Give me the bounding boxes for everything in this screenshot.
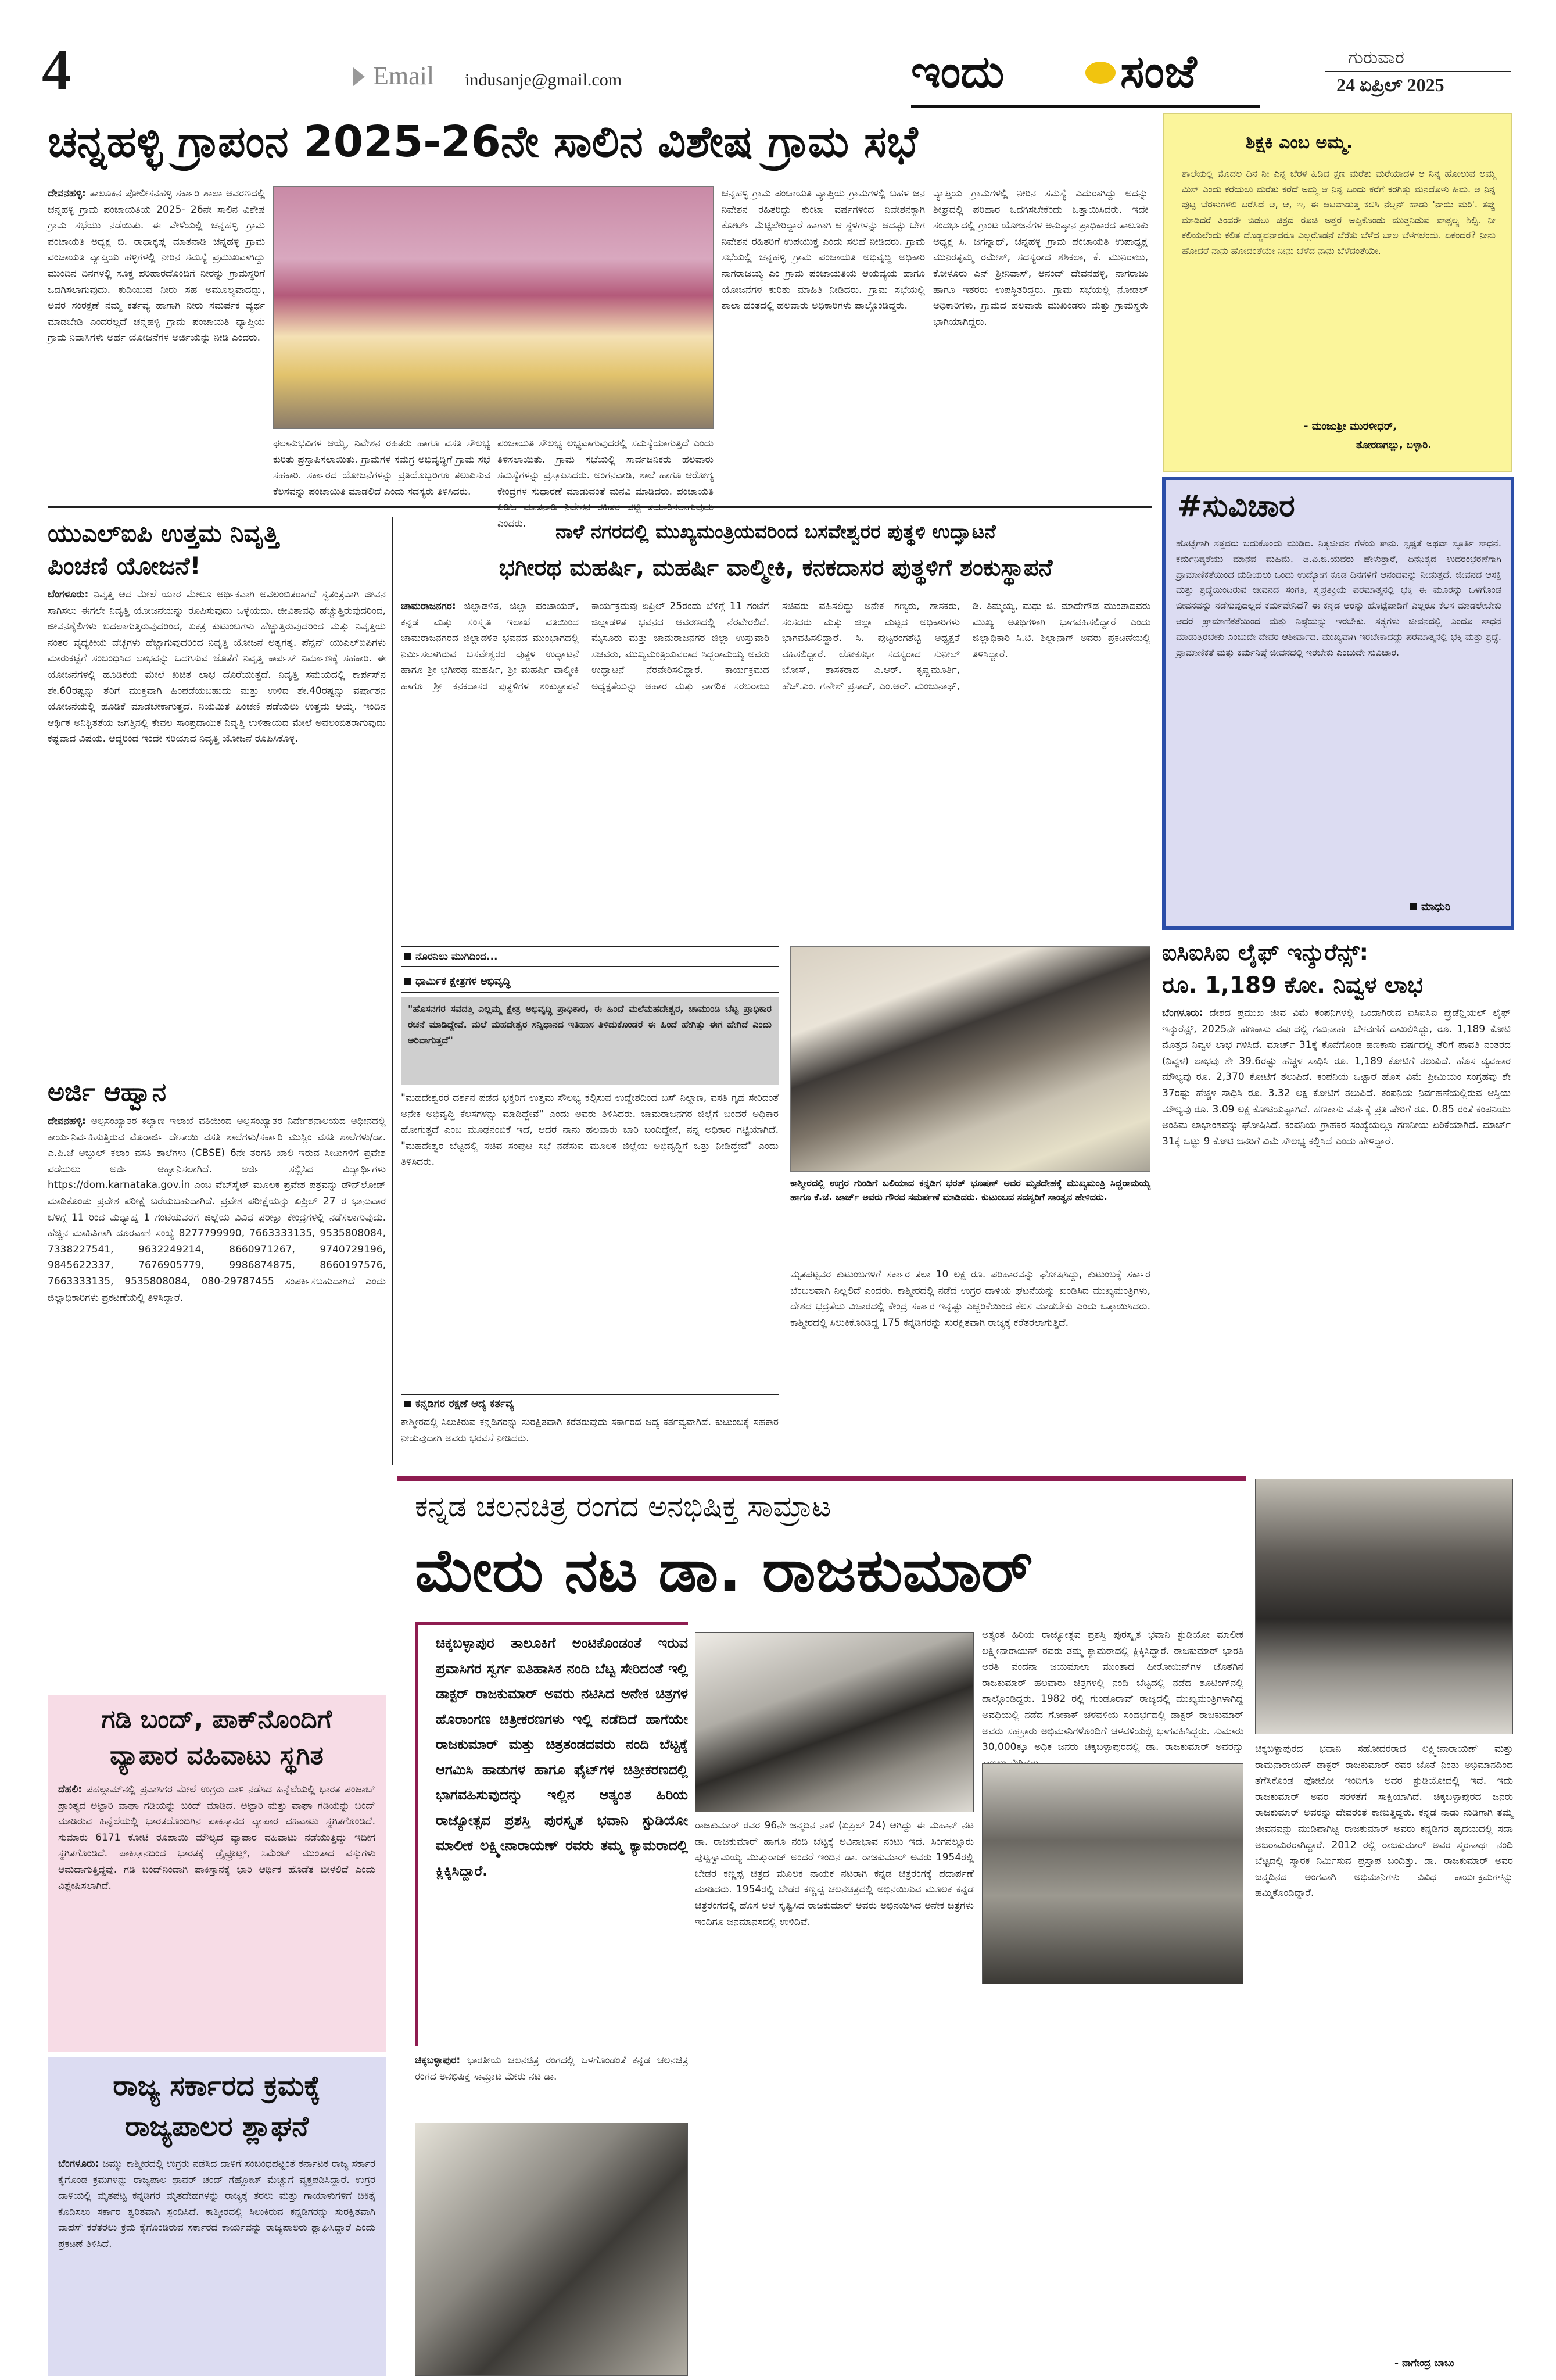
rajkumar-col-1 [415, 2053, 688, 2117]
grama-sabhe-col-3: ಪಂಚಾಯತಿ ಸೌಲಭ್ಯ ಲಭ್ಯವಾಗುವುದರಲ್ಲಿ ಸಮಸ್ಯೆಯಾಗುತ್ತಿದೆ ಎಂದು ತಿಳಿಸಲಾಯಿತು. ಗ್ರಾಮ ಸಭೆಯಲ್ಲಿ ಸಾರ್ವಜನಿಕರು ಹಲವಾರು ಸಮಸ್ಯೆಗಳನ್ನು ಪ್ರಸ್ತಾಪಿಸಿದರು. ಅಂಗನವಾಡಿ, ಶಾಲೆ ಹಾಗೂ ಆರೋಗ್ಯ ಕೇಂದ್ರಗಳ ಸುಧಾರಣೆ ಮಾಡುವಂತೆ ಮನವಿ ಮಾಡಿದರು. ಪಂಚಾಯತಿ ಎಂದರು. [497, 438, 714, 529]
rajkumar-summary-box [415, 1622, 688, 2046]
lic-title-2: ರೂ. 1,189 ಕೋ. ನಿವ್ವಳ ಲಾಭ [1162, 972, 1423, 998]
dateline: ದೆಹಲಿ: [58, 1784, 83, 1795]
kashmir-caption: ಕಾಶ್ಮೀರದಲ್ಲಿ ಉಗ್ರರ ಗುಂಡಿಗೆ ಬಲಿಯಾದ ಕನ್ನಡಿಗ ಭರತ್ ಭೂಷಣ್ ಅವರ ಮೃತದೇಹಕ್ಕೆ ಮುಖ್ಯಮಂತ್ರಿ ಸಿದ್ದರಾಮಯ್ಯ ಹಾಗೂ ಕೆ.ಜೆ. ಜಾರ್ಜ್ ಅವರು ಗೌರವ ಸಮರ್ಪಣೆ ಮಾಡಿದರು. ಕುಟುಂಬದ ಸದಸ್ಯರಿಗೆ ಸಾಂತ್ವನ ಹೇಳಿದರು. [790, 1178, 1150, 1202]
shikshaki-place: ತೋರಣಗಲ್ಲು, ಬಳ್ಳಾರಿ. [1356, 439, 1432, 451]
dateline: ಚಿಕ್ಕಬಳ್ಳಾಪುರ: [415, 2055, 461, 2066]
rajkumar-headline: ಮೇರು ನಟ ಡಾ. ರಾಜಕುಮಾರ್ [415, 1535, 1033, 1606]
dateline: ಬೆಂಗಳೂರು: [48, 589, 89, 600]
gadi-bandh-headline [48, 1702, 386, 1774]
basaveshwara-headline: ಭಗೀರಥ ಮಹರ್ಷಿ, ಮಹರ್ಷಿ ವಾಲ್ಮೀಕಿ, ಕನಕದಾಸರ ಪುತ್ಥಳಿಗೆ ಶಂಕುಸ್ಥಾಪನೆ [499, 554, 1053, 581]
pension-text [48, 587, 386, 1069]
arrow-icon [353, 67, 365, 86]
pension-title-2: ಪಿಂಚಣಿ ಯೋಜನೆ! [48, 552, 201, 580]
rajyapala-title-2: ರಾಜ್ಯಪಾಲರ ಶ್ಲಾಘನೆ [125, 2110, 309, 2143]
arji-headline: ಅರ್ಜಿ ಆಹ್ವಾನ [48, 1078, 167, 1107]
rajyapala-text [58, 2156, 375, 2371]
continued-strip-text: ನೊರನಿಲು ಮುಗಿದಿಂದ... [415, 951, 498, 962]
square-icon [1410, 903, 1417, 910]
rajkumar-col-4: ಚಿಕ್ಕಬಳ್ಳಾಪುರದ ಭವಾನಿ ಸಹೋದರರಾದ ಲಕ್ಷ್ಮೀನಾರಾಯಣ್ ಮತ್ತು ರಾಮನಾರಾಯಣ್ ಡಾಕ್ಟರ್ ರಾಜಕುಮಾರ್ ರವರ ಜೊತೆ ನಿಂತು ಅಭಿಮಾನದಿಂದ ತೆಗೆಸಿಕೊಂಡ ಫೋಟೋ ಇಂದಿಗೂ ಅವರ ಸ್ಟುಡಿಯೋದಲ್ಲಿ ಇದೆ. ಇದು ರಾಜಕುಮಾರ್ ಅವರ ಸರಳತೆಗೆ ಸಾಕ್ಷಿಯಾಗಿದೆ. ಚಿಕ್ಕಬಳ್ಳಾಪುರದ ಜನರು ರಾಜಕುಮಾರ್ ಅವರನ್ನು ದೇವರಂತೆ ಕಾಣುತ್ತಿದ್ದರು. ಕನ್ನಡ ನಾಡು ನುಡಿಗಾಗಿ ತಮ್ಮ ಜೀವನವನ್ನು ಮುಡಿಪಾಗಿಟ್ಟ ರಾಜಕುಮಾರ್ ಅವರು ಕನ್ನಡಿಗರ ಹೃದಯದಲ್ಲಿ ಸದಾ ಅಜರಾಮರರಾಗಿದ್ದಾರೆ. 2012 ರಲ್ಲಿ ರಾಜಕುಮಾರ್ ಅವರ ಸ್ಮರಣಾರ್ಥ ನಂದಿ ಬೆಟ್ಟದಲ್ಲಿ ಸ್ಮಾರಕ ನಿರ್ಮಿಸುವ ಪ್ರಸ್ತಾಪ ಬಂದಿತ್ತು. ಡಾ. ರಾಜಕುಮಾರ್ ಅವರ ಜನ್ಮದಿನದ ಅಂಗವಾಗಿ ಅಭಿಮಾನಿಗಳು ವಿವಿಧ ಕಾರ್ಯಕ್ರಮಗಳನ್ನು ಹಮ್ಮಿಕೊಂಡಿದ್ದಾರೆ. [1255, 1743, 1513, 1899]
date: 24 ಏಪ್ರಿಲ್ 2025 [1336, 74, 1444, 95]
weekday: ಗುರುವಾರ [1348, 48, 1404, 68]
email-label: Email [373, 62, 435, 90]
kashmir-photo [790, 946, 1150, 1172]
rajkumar-col-1-body: ಭಾರತೀಯ ಚಲನಚಿತ್ರ ರಂಗದಲ್ಲಿ ಒಳಗೊಂಡಂತೆ ಕನ್ನಡ ಚಲನಚಿತ್ರ ರಂಗದ ಅನಭಿಷಿಕ್ತ ಸಾಮ್ರಾಟ ಮೇರು ನಟ ಡಾ. [415, 2055, 689, 2082]
kannadigara-title: ಕನ್ನಡಿಗರ ರಕ್ಷಣೆ ಆದ್ಯ ಕರ್ತವ್ಯ [415, 1398, 514, 1410]
kashmir-text: ಮೃತಪಟ್ಟವರ ಕುಟುಂಬಗಳಿಗೆ ಸರ್ಕಾರ ತಲಾ 10 ಲಕ್ಷ ರೂ. ಪರಿಹಾರವನ್ನು ಘೋಷಿಸಿದ್ದು, ಕುಟುಂಬಕ್ಕೆ ಸರ್ಕಾರ ಬೆಂಬಲವಾಗಿ ನಿಲ್ಲಲಿದೆ ಎಂದರು. ಕಾಶ್ಮೀರದಲ್ಲಿ ನಡೆದ ಉಗ್ರರ ದಾಳಿಯ ಘಟನೆಯನ್ನು ಖಂಡಿಸಿದ ಮುಖ್ಯಮಂತ್ರಿಗಳು, ದೇಶದ ಭದ್ರತೆಯ ವಿಚಾರದಲ್ಲಿ ಕೇಂದ್ರ ಸರ್ಕಾರ ಇನ್ನಷ್ಟು ಎಚ್ಚರಿಕೆಯಿಂದ ಕೆಲಸ ಮಾಡಬೇಕು ಎಂದು ಒತ್ತಾಯಿಸಿದರು. ಕಾಶ್ಮೀರದಲ್ಲಿ ಸಿಲುಕಿಕೊಂಡಿದ್ದ 175 ಕನ್ನಡಿಗರನ್ನು ಸುರಕ್ಷಿತವಾಗಿ ರಾಜ್ಯಕ್ಕೆ ಕರೆತರಲಾಗುತ್ತಿದೆ. [790, 1269, 1150, 1329]
dateline: ದೇವನಹಳ್ಳಿ: [48, 188, 86, 199]
logo-emblem [1085, 62, 1116, 84]
gadi-bandh-title-2: ವ್ಯಾಪಾರ ವಹಿವಾಟು ಸ್ಥಗಿತ [110, 1741, 324, 1770]
suvichara-author [1410, 899, 1450, 916]
gadi-bandh-text [58, 1782, 375, 2043]
gadi-bandh-title-1: ಗಡಿ ಬಂದ್, ಪಾಕ್‌ನೊಂದಿಗೆ [101, 1705, 332, 1734]
dharmika-quote: "ಹೊಸನಗರ ಸವದತ್ತಿ ಎಲ್ಲಮ್ಮ ಕ್ಷೇತ್ರ ಅಭಿವೃದ್ಧಿ ಪ್ರಾಧಿಕಾರ, ಈ ಹಿಂದೆ ಮಲೆಮಹದೇಶ್ವರ, ಚಾಮುಂಡಿ ಬೆಟ್ಟ ಪ್ರಾಧಿಕಾರ ರಚನೆ ಮಾಡಿದ್ದೇವೆ. ಮಲೆ ಮಹದೇಶ್ವರ ಸನ್ನಿಧಾನದ ಇತಿಹಾಸ ತಿಳಿದುಕೊಂಡರೆ ಈ ಹಿಂದೆ ಹೇಗಿತ್ತು ಈಗ ಹೇಗಿದೆ ಎಂದು ಅರಿವಾಗುತ್ತದೆ" [401, 997, 779, 1085]
rajkumar-film-photo [415, 2123, 688, 2376]
rajkumar-col-2: ರಾಜಕುಮಾರ್ ರವರ 96ನೇ ಜನ್ಮದಿನ ನಾಳೆ (ಏಪ್ರಿಲ್ 24) ಆಗಿದ್ದು ಈ ಮಹಾನ್ ನಟ ಡಾ. ರಾಜಕುಮಾರ್ ಹಾಗೂ ನಂದಿ ಬೆಟ್ಟಕ್ಕೆ ಅವಿನಾಭಾವ ನಂಟು ಇದೆ. ಸಿಂಗನಲ್ಲೂರು ಪುಟ್ಟಸ್ವಾಮಯ್ಯ ಮುತ್ತುರಾಜ್ ಅಂದರೆ ಇಂದಿನ ಡಾ. ರಾಜಕುಮಾರ್ ಅವರು 1954ರಲ್ಲಿ ಬೇಡರ ಕಣ್ಣಪ್ಪ ಚಿತ್ರದ ಮೂಲಕ ನಾಯಕ ನಟರಾಗಿ ಕನ್ನಡ ಚಿತ್ರರಂಗಕ್ಕೆ ಪದಾರ್ಪಣೆ ಮಾಡಿದರು. 1954ರಲ್ಲಿ ಬೇಡರ ಕಣ್ಣಪ್ಪ ಚಲನಚಿತ್ರದಲ್ಲಿ ಅಭಿನಯಿಸುವ ಮೂಲಕ ಕನ್ನಡ ಚಿತ್ರರಂಗದಲ್ಲಿ ಹೊಸ ಅಲೆ ಸೃಷ್ಟಿಸಿದ ರಾಜಕುಮಾರ್ ಅವರು ಅಭಿನಯಿಸಿದ ಅನೇಕ ಚಿತ್ರಗಳು ಇಂದಿಗೂ ಜನಮಾನಸದಲ್ಲಿ ಉಳಿದಿವೆ. [695, 1820, 974, 1928]
lic-headline [1162, 937, 1511, 1002]
email-address[interactable]: indusanje@gmail.com [465, 70, 622, 90]
rajyapala-box [48, 2057, 386, 2376]
rajkumar-kicker: ಕನ್ನಡ ಚಲನಚಿತ್ರ ರಂಗದ ಅನಭಿಷಿಕ್ತ ಸಾಮ್ರಾಟ [415, 1490, 831, 1523]
suvichara-title: #ಸುವಿಚಾರ [1177, 489, 1295, 524]
shikshaki-poem-box [1163, 113, 1512, 472]
basaveshwara-kicker: ನಾಳೆ ನಗರದಲ್ಲಿ ಮುಖ್ಯಮಂತ್ರಿಯವರಿಂದ ಬಸವೇಶ್ವರರ ಪುತ್ಥಳಿ ಉದ್ಘಾಟನೆ [555, 520, 996, 543]
grama-sabhe-col-5: ವ್ಯಾಪ್ತಿಯ ಗ್ರಾಮಗಳಲ್ಲಿ ನೀರಿನ ಸಮಸ್ಯೆ ಎದುರಾಗಿದ್ದು ಅದನ್ನು ಶೀಘ್ರದಲ್ಲಿ ಪರಿಹಾರ ಒದಗಿಸಬೇಕೆಂದು ಒತ್ತಾಯಿಸಿದರು. ಇದೇ ಸಂದರ್ಭದಲ್ಲಿ ಗ್ರಾಂಟ ಯೋಜನೆಗಳ ಅನುಷ್ಠಾನ ಪ್ರಾಧಿಕಾರದ ತಾಲೂಕು ಅಧ್ಯಕ್ಷ ಸಿ. ಜಗನ್ನಾಥ್, ಚನ್ನಹಳ್ಳಿ ಗ್ರಾಮ ಪಂಚಾಯತಿ ಉಪಾಧ್ಯಕ್ಷೆ ಮುನಿರತ್ನಮ್ಮ ರಮೇಶ್, ಸದಸ್ಯರಾದ ಶಶಿಕಲಾ, ಕೆ. ಮುನಿರಾಜು, ಕೋಳೂರು ಎನ್ ಶ್ರೀನಿವಾಸ್, ಆನಂದ್ ದೇವನಹಳ್ಳಿ, ನಾಗರಾಜು ಹಾಗೂ ಇತರರು ಉಪಸ್ಥಿತರಿದ್ದರು. ಗ್ರಾಮ ಸಭೆಯಲ್ಲಿ ನೋಡಲ್ ಅಧಿಕಾರಿಗಳು, ಗ್ರಾಮದ ಹಲವಾರು ಮುಖಂಡರು ಮತ್ತು ಗ್ರಾಮಸ್ಥರು ಭಾಗಿಯಾಗಿದ್ದರು. [933, 188, 1148, 328]
grama-sabhe-col-1 [48, 186, 265, 498]
basaveshwara-text [401, 599, 1150, 942]
square-icon [404, 1401, 411, 1407]
dharmika-text: "ಮಹದೇಶ್ವರರ ದರ್ಶನ ಪಡೆದ ಭಕ್ತರಿಗೆ ಉತ್ತಮ ಸೌಲಭ್ಯ ಕಲ್ಪಿಸುವ ಉದ್ದೇಶದಿಂದ ಬಸ್ ನಿಲ್ದಾಣ, ವಸತಿ ಗೃಹ ಸೇರಿದಂತೆ ಅನೇಕ ಅಭಿವೃದ್ಧಿ ಕೆಲಸಗಳನ್ನು ಮಾಡಿದ್ದೇವೆ" ಎಂದು ಅವರು ತಿಳಿಸಿದರು. ಚಾಮರಾಜನಗರ ಜಿಲ್ಲೆಗೆ ಬಂದರೆ ಅಧಿಕಾರ ಹೋಗುತ್ತದೆ ಎಂಬ ಮೂಢನಂಬಿಕೆ ಇದೆ, ಆದರೆ ನಾನು ಹಲವಾರು ಬಾರಿ ಬಂದಿದ್ದೇನೆ, ನನ್ನ ಅಧಿಕಾರ ಗಟ್ಟಿಯಾಗಿದೆ. "ಮಹದೇಶ್ವರ ಬೆಟ್ಟದಲ್ಲಿ ಸಚಿವ ಸಂಪುಟ ಸಭೆ ನಡೆಸುವ ಮೂಲಕ ಜಿಲ್ಲೆಯ ಅಭಿವೃದ್ಧಿಗೆ ಒತ್ತು ನೀಡಿದ್ದೇವೆ" ಎಂದು ತಿಳಿಸಿದರು. [401, 1092, 779, 1168]
pension-headline [48, 517, 386, 582]
rajkumar-col-3a: ಅತ್ಯಂತ ಹಿರಿಯ ರಾಜ್ಯೋತ್ಸವ ಪ್ರಶಸ್ತಿ ಪುರಸ್ಕೃತ ಭವಾನಿ ಸ್ಟುಡಿಯೋ ಮಾಲೀಕ ಲಕ್ಷ್ಮೀನಾರಾಯಣ್ ರವರು ತಮ್ಮ ಕ್ಯಾಮರಾದಲ್ಲಿ ಕ್ಲಿಕ್ಕಿಸಿದ್ದಾರೆ. ರಾಜಕುಮಾರ್ ಭಾರತಿ ಅರತಿ ವಂದನಾ ಜಯಮಾಲಾ ಮುಂತಾದ ಹೀರೋಯಿನ್‌ಗಳ ಜೊತೆಗಿನ ರಾಜಕುಮಾರ್ ಹಲವಾರು ಚಿತ್ರಗಳಲ್ಲಿ ನಂದಿ ಬೆಟ್ಟದಲ್ಲಿ ನಡೆದ ಶೂಟಿಂಗ್‌ನಲ್ಲಿ ಪಾಲ್ಗೊಂಡಿದ್ದರು. 1982 ರಲ್ಲಿ ಗುಂಡೂರಾವ್ ರಾಜ್ಯದಲ್ಲಿ ಮುಖ್ಯಮಂತ್ರಿಗಳಾಗಿದ್ದ ಅವಧಿಯಲ್ಲಿ ನಡೆದ ಗೋಕಾಕ್ ಚಳವಳಿಯ ಸಂದರ್ಭದಲ್ಲಿ ಡಾಕ್ಟರ್ ರಾಜಕುಮಾರ್ ಅವರು ಸಹಸ್ರಾರು ಅಭಿಮಾನಿಗಳೊಂದಿಗೆ ಚಳವಳಿಯಲ್ಲಿ ಭಾಗವಹಿಸಿದ್ದರು. ಸುಮಾರು 30,000ಕ್ಕೂ ಅಧಿಕ ಜನರು ಚಿಕ್ಕಬಳ್ಳಾಪುರದಲ್ಲಿ ಡಾ. ರಾಜಕುಮಾರ್ ಅವರನ್ನು [982, 1629, 1243, 1753]
suvichara-author-name: ಮಾಧುರಿ [1421, 901, 1451, 913]
shikshaki-poem: ಶಾಲೆಯಲ್ಲಿ ಮೊದಲ ದಿನ ನೀ ಎನ್ನ ಬೆರಳ ಹಿಡಿದ ಕ್ಷಣ ಮರೆತು ಮರೆಯಾದಳ ಆ ನಿನ್ನ ಹೋಲುವ ಅಮ್ಮ ಮಿಸ್ ಎಂದು ಕರೆಯಲು ಮರೆತು ಕರೆದೆ ಅಮ್ಮ ಆ ನಿನ್ನ ಒಂದು ಕರೆಗೆ ಕರಗಿತ್ತು ಮನದೊಳು ಹಿಮ. ಆ ನಿನ್ನ ಪುಟ್ಟ ಬೆರಳುಗಳಲಿ ಬರೆಸಿದೆ ಅ, ಆ, ಇ, ಈ ಆಟವಾಡುತ್ತ ಕಲಿಸಿ ನೆಲ್ಸನ್ ಹಾಡು 'ನಾಯಿ ಮರಿ'. ತಪ್ಪು ಮಾಡಿದರೆ ತಿಂದರೇ ಬಿಡಲು ಚಿತ್ರದ ರೂಚಿ ಅತ್ತರೆ ಅಪ್ಪಿಕೊಂಡು ಮುತ್ತನಿಡುವ ವಾತ್ಸಲ್ಯ ಶಿಲ್ಪಿ. ನೀ ಕಲಿಯಲೆಂದು ಕಲಿತ ದೊಡ್ಡವನಾದರೂ ಎಲ್ಲರೊಡನೆ ಬೆರೆತು ಬೆಳೆದ ಬಾಲ ಬೆಳಗಲೆಂದು. ಏಕೆಂದರೆ? ನೀನು ಹೋದರೆ ನಾನು ಹೋದಂತೆಯೇ ನೀನು ಬೆಳೆದ ನಾನು ಬೆಳೆದಂತೆಯೇ. [1182, 168, 1496, 256]
masthead [0, 0, 1556, 105]
dharmika-subhead [401, 972, 779, 993]
arji-text [48, 1114, 386, 1683]
rajkumar-shoot-photo [695, 1632, 974, 1812]
square-icon [404, 978, 411, 985]
section-rule [48, 506, 1152, 508]
dateline: ಬೆಂಗಳೂರು: [58, 2158, 99, 2170]
dateline: ಬೆಂಗಳೂರು: [1162, 1007, 1203, 1019]
basaveshwara-body: ಜಿಲ್ಲಾಡಳಿತ, ಜಿಲ್ಲಾ ಪಂಚಾಯತ್, ಕನ್ನಡ ಮತ್ತು ಸಂಸ್ಕೃತಿ ಇಲಾಖೆ ವತಿಯಿಂದ ಚಾಮರಾಜನಗರದ ಜಿಲ್ಲಾಡಳಿತ ಭವನದ ಮುಂಭಾಗದಲ್ಲಿ ನಿರ್ಮಿಸಲಾಗಿರುವ ಬಸವೇಶ್ವರರ ಪುತ್ಥಳಿ ಉದ್ಘಾಟನೆ ಹಾಗೂ ಶ್ರೀ ಭಗೀರಥ ಮಹರ್ಷಿ, ಶ್ರೀ ಮಹರ್ಷಿ ವಾಲ್ಮೀಕಿ ಹಾಗೂ ಶ್ರೀ ಕನಕದಾಸರ ಪುತ್ಥಳಿಗಳ ಶಂಕುಸ್ಥಾಪನೆ ಕಾರ್ಯಕ್ರಮವು ಏಪ್ರಿಲ್ 25ರಂದು ಬೆಳಿಗ್ಗೆ 11 ಗಂಟೆಗೆ ಜಿಲ್ಲಾಡಳಿತ ಭವನದ ಆವರಣದಲ್ಲಿ ನೆರವೇರಲಿದೆ. ಮೈಸೂರು ಮತ್ತು ಚಾಮರಾಜನಗರ ಜಿಲ್ಲಾ ಉಸ್ತುವಾರಿ ಸಚಿವರು, ಮುಖ್ಯಮಂತ್ರಿಯವರಾದ ಸಿದ್ದರಾಮಯ್ಯ ಅವರು ಉದ್ಘಾಟನೆ ನೆರವೇರಿಸಲಿದ್ದಾರೆ. ಕಾರ್ಯಕ್ರಮದ ಅಧ್ಯಕ್ಷತೆಯನ್ನು ಆಹಾರ ಮತ್ತು ನಾಗರಿಕ ಸರಬರಾಜು ಸಚಿವರು ವಹಿಸಲಿದ್ದು ಅನೇಕ ಗಣ್ಯರು, ಶಾಸಕರು, ಸಂಸದರು ಮತ್ತು ಜಿಲ್ಲಾ ಮಟ್ಟದ ಅಧಿಕಾರಿಗಳು ಭಾಗವಹಿಸಲಿದ್ದಾರೆ. ಸಿ. ಪುಟ್ಟರಂಗಶೆಟ್ಟಿ ಅಧ್ಯಕ್ಷತೆ ವಹಿಸಲಿದ್ದಾರೆ. ಲೋಕಸಭಾ ಸದಸ್ಯರಾದ ಸುನೀಲ್ ಬೋಸ್, ಶಾಸಕರಾದ ಎ.ಆರ್. ಕೃಷ್ಣಮೂರ್ತಿ, ಹೆಚ್.ಎಂ. ಗಣೇಶ್ ಪ್ರಸಾದ್, ಎಂ.ಆರ್. ಮಂಜುನಾಥ್, ಡಿ. ತಿಮ್ಮಯ್ಯ, ಮಧು ಜಿ. ಮಾದೇಗೌಡ ಮುಂತಾದವರು ಮುಖ್ಯ ಅತಿಥಿಗಳಾಗಿ ಭಾಗವಹಿಸಲಿದ್ದಾರೆ ಎಂದು ಜಿಲ್ಲಾಧಿಕಾರಿ ಸಿ.ಟಿ. ಶಿಲ್ಪಾನಾಗ್ ಅವರು ಪ್ರಕಟಣೆಯಲ್ಲಿ ತಿಳಿಸಿದ್ದಾರೆ. [401, 600, 1150, 692]
grama-sabhe-col-4: ಚನ್ನಹಳ್ಳಿ ಗ್ರಾಮ ಪಂಚಾಯತಿ ವ್ಯಾಪ್ತಿಯ ಗ್ರಾಮಗಳಲ್ಲಿ ಬಹಳ ಜನ ನಿವೇಶನ ರಹಿತರಿದ್ದು ಕುಂಟಾ ವರ್ಷಗಳಿಂದ ನಿವೇಶನಕ್ಕಾಗಿ ಕೋರ್ಟ್ ಮೆಟ್ಟಿಲೇರಿದ್ದಾರೆ ಹಾಗಾಗಿ ಆ ಸ್ಥಳಗಳನ್ನು ಆದಷ್ಟು ಬೇಗ ನಿವೇಶನ ರಹಿತರಿಗೆ ಉಪಯುಕ್ತ ಎಂದು ಸಲಹೆ ನೀಡಿದರು. ಗ್ರಾಮ ಸಭೆಯಲ್ಲಿ ಚನ್ನಹಳ್ಳಿ ಗ್ರಾಮ ಪಂಚಾಯತಿ ಅಭಿವೃದ್ಧಿ ಅಧಿಕಾರಿ ನಾಗರಾಜಯ್ಯ ಎಂ ಗ್ರಾಮ ಪಂಚಾಯತಿಯ ಆಯವ್ಯಯ ಹಾಗೂ ಯೋಜನೆಗಳ ಕುರಿತು ಮಾಹಿತಿ ನೀಡಿದರು. ಗ್ರಾಮ ಸಭೆಯಲ್ಲಿ ಶಾಲಾ ಹಂತದಲ್ಲಿ ಹಲವಾರು ಅಧಿಕಾರಿಗಳು ಪಾಲ್ಗೊಂಡಿದ್ದರು. [722, 188, 925, 312]
dateline: ಚಾಮರಾಜನಗರ: [401, 600, 456, 612]
rajyapala-title-1: ರಾಜ್ಯ ಸರ್ಕಾರದ ಕ್ರಮಕ್ಕೆ [113, 2070, 321, 2102]
dateline: ದೇವನಹಳ್ಳಿ: [48, 1115, 86, 1127]
shikshaki-title: ಶಿಕ್ಷಕಿ ಎಂಬ ಅಮ್ಮ. [1246, 133, 1353, 153]
rajyapala-headline [48, 2066, 386, 2147]
arji-body: ಅಲ್ಪಸಂಖ್ಯಾತರ ಕಲ್ಯಾಣ ಇಲಾಖೆ ವತಿಯಿಂದ ಅಲ್ಪಸಂಖ್ಯಾತರ ನಿರ್ದೇಶನಾಲಯದ ಅಧೀನದಲ್ಲಿ ಕಾರ್ಯನಿರ್ವಹಿಸುತ್ತಿರುವ ಮೊರಾರ್ಜಿ ದೇಸಾಯಿ ವಸತಿ ಶಾಲೆಗಳು/ಸರ್ಕಾರಿ ಮುಸ್ಲಿಂ ವಸತಿ ಶಾಲೆಗಳು/ಡಾ. ಎ.ಪಿ.ಜೆ ಅಬ್ದುಲ್ ಕಲಾಂ ವಸತಿ ಶಾಲೆಗಳು (CBSE) 6ನೇ ತರಗತಿ ಖಾಲಿ ಇರುವ ಸೀಟುಗಳಿಗೆ ಪ್ರವೇಶ ಪಡೆಯಲು ಅರ್ಜಿ ಆಹ್ವಾನಿಸಲಾಗಿದೆ. ಅರ್ಜಿ ಸಲ್ಲಿಸಿದ ವಿದ್ಯಾರ್ಥಿಗಳು https://dom.karnataka.gov.in ಎಂಬ ವೆಬ್‌ಸೈಟ್ ಮೂಲಕ ಪ್ರವೇಶ ಪತ್ರವನ್ನು ಡೌನ್‌ಲೋಡ್ ಮಾಡಿಕೊಂಡು ಪ್ರವೇಶ ಪರೀಕ್ಷೆ ಬರೆಯಬಹುದಾಗಿದೆ. ಪ್ರವೇಶ ಪರೀಕ್ಷೆಯನ್ನು ಏಪ್ರಿಲ್ 27 ರ ಭಾನುವಾರ ಬೆಳಿಗ್ಗೆ 11 ರಿಂದ ಮಧ್ಯಾಹ್ನ 1 ಗಂಟೆಯವರೆಗೆ ಜಿಲ್ಲೆಯ ವಿವಿಧ ಪರೀಕ್ಷಾ ಕೇಂದ್ರಗಳಲ್ಲಿ ನಡೆಸಲಾಗುವುದು. ಹೆಚ್ಚಿನ ಮಾಹಿತಿಗಾಗಿ ದೂರವಾಣಿ ಸಂಖ್ಯೆ 8277799990, 7663333135, 9535808084, 7338227541, 9632249214, 8660971267, 9740729196, 9845622337, 7676905779, 9986874875, 8660197576, 7663333135, 9535808084, 080-29787455 ಸಂಪರ್ಕಿಸಬಹುದಾಗಿದೆ ಎಂದು ಜಿಲ್ಲಾಧಿಕಾರಿಗಳು ಪ್ರಕಟಣೆಯಲ್ಲಿ ತಿಳಿಸಿದ್ದಾರೆ. [48, 1115, 386, 1304]
rajyapala-body: ಜಮ್ಮು ಕಾಶ್ಮೀರದಲ್ಲಿ ಉಗ್ರರು ನಡೆಸಿದ ದಾಳಿಗೆ ಸಂಬಂಧಪಟ್ಟಂತೆ ಕರ್ನಾಟಕ ರಾಜ್ಯ ಸರ್ಕಾರ ಕೈಗೊಂಡ ಕ್ರಮಗಳನ್ನು ರಾಜ್ಯಪಾಲ ಥಾವರ್ ಚಂದ್ ಗೆಹ್ಲೋಟ್ ಮೆಚ್ಚುಗೆ ವ್ಯಕ್ತಪಡಿಸಿದ್ದಾರೆ. ಉಗ್ರರ ದಾಳಿಯಲ್ಲಿ ಮೃತಪಟ್ಟ ಕನ್ನಡಿಗರ ಮೃತದೇಹಗಳನ್ನು ರಾಜ್ಯಕ್ಕೆ ತರಲು ಮತ್ತು ಗಾಯಾಳುಗಳಿಗೆ ಚಿಕಿತ್ಸೆ ಕೊಡಿಸಲು ಸರ್ಕಾರ ತ್ವರಿತವಾಗಿ ಸ್ಪಂದಿಸಿದೆ. ಕಾಶ್ಮೀರದಲ್ಲಿ ಸಿಲುಕಿರುವ ಕನ್ನಡಿಗರನ್ನು ಸುರಕ್ಷಿತವಾಗಿ ವಾಪಸ್ ಕರೆತರಲು ಕ್ರಮ ಕೈಗೊಂಡಿರುವ ಸರ್ಕಾರದ ಕಾರ್ಯವನ್ನು ರಾಜ್ಯಪಾಲರು ಶ್ಲಾಘಿಸಿದ್ದಾರೆ ಎಂದು ಪ್ರಕಟಣೆ ತಿಳಿಸಿದೆ. [58, 2158, 375, 2250]
lic-text [1162, 1005, 1511, 1470]
rajkumar-kicker-line [397, 1476, 1246, 1481]
dharmika-title: ಧಾರ್ಮಿಕ ಕ್ಷೇತ್ರಗಳ ಅಭಿವೃದ್ಧಿ [415, 975, 511, 987]
rajkumar-crowd-photo [982, 1763, 1243, 1984]
grama-sabhe-headline: ಚನ್ನಹಳ್ಳಿ ಗ್ರಾಪಂನ 2025-26ನೇ ಸಾಲಿನ ವಿಶೇಷ ಗ್ರಾಮ ಸಭೆ [48, 117, 918, 167]
rajkumar-summary: ಚಿಕ್ಕಬಳ್ಳಾಪುರ ತಾಲೂಕಿಗೆ ಅಂಟಿಕೊಂಡಂತೆ ಇರುವ ಪ್ರವಾಸಿಗರ ಸ್ವರ್ಗ ಐತಿಹಾಸಿಕ ನಂದಿ ಬೆಟ್ಟ ಸೇರಿದಂತೆ ಇಲ್ಲಿ ಡಾಕ್ಟರ್ ರಾಜಕುಮಾರ್ ಅವರು ನಟಿಸಿದ ಅನೇಕ ಚಿತ್ರಗಳ ಹೊರಾಂಗಣ ಚಿತ್ರೀಕರಣಗಳು ಇಲ್ಲಿ ನಡೆದಿದೆ ಹಾಗೆಯೇ ರಾಜಕುಮಾರ್ ಮತ್ತು ಚಿತ್ರತಂಡದವರು ನಂದಿ ಬೆಟ್ಟಕ್ಕೆ ಆಗಮಿಸಿ ಹಾಡುಗಳ ಹಾಗೂ ಫೈಟ್‌ಗಳ ಚಿತ್ರೀಕರಣದಲ್ಲಿ ಭಾಗವಹಿಸುವುದನ್ನು ಇಲ್ಲಿನ ಅತ್ಯಂತ ಹಿರಿಯ ರಾಜ್ಯೋತ್ಸವ ಪ್ರಶಸ್ತಿ ಪುರಸ್ಕೃತ ಭವಾನಿ ಸ್ಟುಡಿಯೋ ಮಾಲೀಕ ಲಕ್ಷ್ಮೀನಾರಾಯಣ್ ರವರು ತಮ್ಮ ಕ್ಯಾಮರಾದಲ್ಲಿ ಕ್ಲಿಕ್ಕಿಸಿದ್ದಾರೆ. [436, 1635, 688, 1879]
grama-sabhe-text-1: ತಾಲೂಕಿನ ಪೋಲೀಸನಹಳ್ಳಿ ಸರ್ಕಾರಿ ಶಾಲಾ ಆವರಣದಲ್ಲಿ ಚನ್ನಹಳ್ಳಿ ಗ್ರಾಮ ಪಂಚಾಯತಿಯ 2025- 26ನೇ ಸಾಲಿನ ವಿಶೇಷ ಗ್ರಾಮ ಸಭೆಯು ನಡೆಯಿತು. ಈ ವೇಳೆಯಲ್ಲಿ ಚನ್ನಹಳ್ಳಿ ಗ್ರಾಮ ಪಂಚಾಯತಿ ಅಧ್ಯಕ್ಷ ಬಿ. ರಾಧಾಕೃಷ್ಣ ಮಾತನಾಡಿ ಚನ್ನಹಳ್ಳಿ ಗ್ರಾಮ ಪಂಚಾಯತಿ ವ್ಯಾಪ್ತಿಯ ಹಳ್ಳಿಗಳಲ್ಲಿ ನೀರಿನ ಸಮಸ್ಯೆ ಪ್ರಮುಖವಾಗಿದ್ದು ಮುಂದಿನ ದಿನಗಳಲ್ಲಿ ಸೂಕ್ತ ಪರಿಹಾರದೊಂದಿಗೆ ನೀರನ್ನು ಗ್ರಾಮಸ್ಥರಿಗೆ ಒದಗಿಸಲಾಗುವುದು. ಕುಡಿಯುವ ನೀರು ಸಹ ಅಮೂಲ್ಯವಾದದ್ದು, ಅವರ ಸಂರಕ್ಷಣೆ ನಮ್ಮ ಕರ್ತವ್ಯ ಹಾಗಾಗಿ ನೀರು ಸಮರ್ಪಕ ವ್ಯರ್ಥ ಮಾಡಬೇಡಿ ಎಂದರಲ್ಲದೆ ಚನ್ನಹಳ್ಳಿ ಗ್ರಾಮ ಪಂಚಾಯತಿ ವ್ಯಾಪ್ತಿಯ ಗ್ರಾಮ ನಿವಾಸಿಗಳು ಅರ್ಹ ಯೋಜನೆಗಳ ಅರ್ಜಿಯನ್ನು ನೀಡಿ ಎಂದರು. [48, 188, 265, 344]
suvichara-text: ಹೊಟ್ಟೆಗಾಗಿ ಸತ್ತವರು ಬದುಕೊಂದು ಮುಡಿದ. ನಿತ್ಯಜೀವನ ಗೆಳೆಯ ತಾನು. ಸ್ಪಷ್ಟತೆ ಅಥವಾ ಸ್ಫೂರ್ತಿ ಸಾಧನೆ. ಕರ್ಮನಿಷ್ಠತೆಯು ಮಾನವ ಮಹಿಮೆ. ಡಿ.ವಿ.ಜಿ.ಯವರು ಹೇಳುತ್ತಾರೆ, ದಿನನಿತ್ಯದ ಉದರಂಭರಣೆಗಾಗಿ ಪ್ರಾಮಾಣಿಕತೆಯಿಂದ ದುಡಿಯಲು ಒಂದು ಉದ್ಯೋಗ ಕೂಡ ದಿನಗಳಿಗೆ ಆನಂದವನ್ನು ನೀಡುತ್ತದೆ. ಜೀವನದ ಆಸಕ್ತಿ ಮತ್ತು ಶ್ರದ್ಧೆಯಿಂದಿರುವ ಜೀವನದ ಸಂಗತಿ, ಸ್ವಪ್ರತಿಕ್ರಿಯೆ ಪರಮಾತ್ಮನಲ್ಲಿ ಭಕ್ತಿ ಈ ಮೂರನ್ನು ಒಳಗೊಂಡ ಜೀವನವನ್ನು ನಡೆಸುವುದಲ್ಲದೆ ಕರ್ಮವೇನಿದೆ? ಈ ಕನ್ನಡ ಆರನ್ನು ಹೊಟ್ಟೆಪಾಡಿಗೆ ಎಲ್ಲರೂ ಕೆಲಸ ಮಾಡಲೇಬೇಕು ಆದರೆ ಪ್ರಾಮಾಣಿಕತೆಯಿಂದ ಮತ್ತು ನಿಷ್ಠೆಯನ್ನು ಇರಬೇಕು. ಸತ್ಯಗಳು ಜೀವನದಲ್ಲಿ ಎಂದೂ ಸಾಧನೆ ಮಾಡುತ್ತಿರಬೇಕು ಎಂಬುದೇ ದೇವರ ಆಶೀರ್ವಾದ. ಮುಖ್ಯವಾಗಿ ಇರಬೇಕಾದದ್ದು ಪರಮಾತ್ಮನಲ್ಲಿ ಭಕ್ತಿ ಮತ್ತು ಶ್ರದ್ಧೆ. ಪ್ರಾಮಾಣಿಕತೆ ಮತ್ತು ಕರ್ಮನಿಷ್ಠೆ ಜೀವನದಲ್ಲಿ ಇರಬೇಕು ಎಂಬುದೇ ಸುವಿಚಾರ. [1176, 538, 1501, 658]
logo-left: ಇಂದು [911, 46, 1005, 98]
gadi-bandh-box [48, 1695, 386, 2052]
kannadigara-text: ಕಾಶ್ಮೀರದಲ್ಲಿ ಸಿಲುಕಿರುವ ಕನ್ನಡಿಗರನ್ನು ಸುರಕ್ಷಿತವಾಗಿ ಕರೆತರುವುದು ಸರ್ಕಾರದ ಆದ್ಯ ಕರ್ತವ್ಯವಾಗಿದೆ. ಕುಟುಂಬಕ್ಕೆ ಸಹಕಾರ ನೀಡುವುದಾಗಿ ಅವರು ಭರವಸೆ ನೀಡಿದರು. [401, 1416, 779, 1444]
shikshaki-author: - ಮಂಜುಶ್ರೀ ಮುರಳೀಧರ್, [1304, 420, 1397, 432]
rajkumar-group-photo [1255, 1479, 1513, 1734]
logo-right: ಸಂಜೆ [1120, 46, 1197, 98]
square-icon [404, 953, 411, 960]
kannadigara-subhead [401, 1394, 779, 1413]
suvichara-box [1162, 477, 1514, 930]
rajkumar-author: - ನಾಗೇಂದ್ರ ಬಾಬು [1394, 2357, 1454, 2369]
lic-title-1: ಐಸಿಐಸಿಐ ಲೈಫ್ ಇನ್ಶುರೆನ್ಸ್: [1162, 940, 1369, 966]
lic-body: ದೇಶದ ಪ್ರಮುಖ ಜೀವ ವಿಮೆ ಕಂಪನಿಗಳಲ್ಲಿ ಒಂದಾಗಿರುವ ಐಸಿಐಸಿಐ ಪ್ರುಡೆನ್ಷಿಯಲ್ ಲೈಫ್ ಇನ್ಶುರೆನ್ಸ್, 2025ನೇ ಹಣಕಾಸು ವರ್ಷದಲ್ಲಿ ಗಮನಾರ್ಹ ಬೆಳವಣಿಗೆ ದಾಖಲಿಸಿದ್ದು, ರೂ. 1,189 ಕೋಟಿ ಮೊತ್ತದ ನಿವ್ವಳ ಲಾಭ ಗಳಿಸಿದೆ. ಮಾರ್ಚ್ 31ಕ್ಕೆ ಕೊನೆಗೊಂಡ ಹಣಕಾಸು ವರ್ಷದಲ್ಲಿ ತೆರಿಗೆ ಪಾವತಿ ನಂತರದ (ನಿವ್ವಳ) ಲಾಭವು ಶೇ 39.6ರಷ್ಟು ಹೆಚ್ಚಳ ಸಾಧಿಸಿ ರೂ. 1,189 ಕೋಟಿಗೆ ತಲುಪಿದೆ. ಹೊಸ ವ್ಯವಹಾರ ಮೌಲ್ಯವು ರೂ. 2,370 ಕೋಟಿಗೆ ತಲುಪಿದೆ. ಕಂಪನಿಯ ಒಟ್ಟಾರೆ ಹೊಸ ವಿಮೆ ಪ್ರೀಮಿಯಂ ಸಂಗ್ರಹವು ಶೇ 37ರಷ್ಟು ಹೆಚ್ಚಳ ಸಾಧಿಸಿ ರೂ. 3.32 ಲಕ್ಷ ಕೋಟಿಗೆ ತಲುಪಿದೆ. ಕಂಪನಿಯ ನಿರ್ವಹಣೆಯಲ್ಲಿರುವ ಆಸ್ತಿಯ ಮೌಲ್ಯವು ರೂ. 3.09 ಲಕ್ಷ ಕೋಟಿಯಷ್ಟಾಗಿದೆ. ಹಣಕಾಸು ವರ್ಷಕ್ಕೆ ಪ್ರತಿ ಷೇರಿಗೆ ರೂ. 0.85 ರಂತೆ ಕಂಪನಿಯು ಅಂತಿಮ ಲಾಭಾಂಶವನ್ನು ಘೋಷಿಸಿದೆ. ಕಂಪನಿಯ ಗ್ರಾಹಕರ ಸಂಖ್ಯೆಯಲ್ಲೂ ಗಣನೀಯ ಏರಿಕೆಯಾಗಿದೆ. ಮಾರ್ಚ್ 31ಕ್ಕೆ ಒಟ್ಟು 9 ಕೋಟಿ ಜನರಿಗೆ ವಿಮೆ ಸೌಲಭ್ಯ ಕಲ್ಪಿಸಿದೆ ಎಂದು ಹೇಳಿದ್ದಾರೆ. [1162, 1007, 1511, 1147]
grama-sabhe-col-2: ಫಲಾನುಭವಿಗಳ ಆಯ್ಕೆ, ನಿವೇಶನ ರಹಿತರು ಹಾಗೂ ವಸತಿ ಸೌಲಭ್ಯ ಕುರಿತು ಪ್ರಸ್ತಾಪಿಸಲಾಯಿತು. ಗ್ರಾಮಗಳ ಸಮಗ್ರ ಅಭಿವೃದ್ಧಿಗೆ ಗ್ರಾಮ ಸಭೆ ಸಹಕಾರಿ. ಸರ್ಕಾರದ ಯೋಜನೆಗಳನ್ನು ಪ್ರತಿಯೊಬ್ಬರಿಗೂ ತಲುಪಿಸುವ ಕೆಲಸವನ್ನು ಪಂಚಾಯಿತಿ ಮಾಡಲಿದೆ ಎಂದು ಸದಸ್ಯರು ತಿಳಿಸಿದರು. [273, 438, 490, 498]
page-number: 4 [42, 37, 71, 102]
date-rule [1325, 71, 1511, 72]
gadi-bandh-body: ಪಹಲ್ಗಾಮ್‌ನಲ್ಲಿ ಪ್ರವಾಸಿಗರ ಮೇಲೆ ಉಗ್ರರು ದಾಳಿ ನಡೆಸಿದ ಹಿನ್ನೆಲೆಯಲ್ಲಿ ಭಾರತ ಪಂಜಾಬ್ ಪ್ರಾಂತ್ಯದ ಅಟ್ಟಾರಿ ವಾಘಾ ಗಡಿಯನ್ನು ಬಂದ್ ಮಾಡಿದೆ. ಅಟ್ಟಾರಿ ಮತ್ತು ವಾಘಾ ಗಡಿಯನ್ನು ಬಂದ್ ಮಾಡಿರುವ ಹಿನ್ನೆಲೆಯಲ್ಲಿ ಭಾರತದೊಂದಿಗಿನ ಪಾಕಿಸ್ತಾನದ ವ್ಯಾಪಾರ ವಹಿವಾಟು ಸ್ಥಗಿತಗೊಂಡಿದೆ. ಸುಮಾರು 6171 ಕೋಟಿ ರೂಪಾಯಿ ಮೌಲ್ಯದ ವ್ಯಾಪಾರ ವಹಿವಾಟು ನಡೆಯುತ್ತಿದ್ದು ಇದೀಗ ಸ್ಥಗಿತಗೊಂಡಿದೆ. ಪಾಕಿಸ್ತಾನದಿಂದ ಭಾರತಕ್ಕೆ ಡ್ರೈಫ್ರೂಟ್ಸ್, ಸಿಮೆಂಟ್ ಮುಂತಾದ ವಸ್ತುಗಳು ಆಮದಾಗುತ್ತಿದ್ದವು. ಗಡಿ ಬಂದ್‌ನಿಂದಾಗಿ ಪಾಕಿಸ್ತಾನಕ್ಕೆ ಭಾರಿ ಆರ್ಥಿಕ ಹೊಡೆತ ಬೀಳಲಿದೆ ಎಂದು ವಿಶ್ಲೇಷಿಸಲಾಗಿದೆ. [58, 1784, 375, 1892]
pension-title-1: ಯುಎಲ್‌ಐಪಿ ಉತ್ತಮ ನಿವೃತ್ತಿ [48, 519, 279, 547]
continued-strip [401, 946, 779, 967]
logo [911, 43, 1260, 108]
column-rule [392, 517, 393, 1465]
pension-body: ನಿವೃತ್ತಿ ಆದ ಮೇಲೆ ಯಾರ ಮೇಲೂ ಆರ್ಥಿಕವಾಗಿ ಅವಲಂಬಿತರಾಗದೆ ಸ್ವತಂತ್ರವಾಗಿ ಜೀವನ ಸಾಗಿಸಲು ಈಗಲೇ ನಿವೃತ್ತಿ ಯೋಜನೆಯನ್ನು ರೂಪಿಸುವುದು ಒಳ್ಳೆಯದು. ಜೀವಿತಾವಧಿ ಹೆಚ್ಚುತ್ತಿರುವುದರಿಂದ, ಜೀವನಶೈಲಿಗಳು ಬದಲಾಗುತ್ತಿರುವುದರಿಂದ, ಏಕತ್ರ ಕುಟುಂಬಗಳು ಹೆಚ್ಚುತ್ತಿರುವುದರಿಂದ ಮತ್ತು ನಿವೃತ್ತಿಯ ನಂತರ ವೈದ್ಯಕೀಯ ವೆಚ್ಚಗಳು ಹೆಚ್ಚಾಗುವುದರಿಂದ ನಿವೃತ್ತಿ ಯೋಜನೆ ಅತ್ಯಗತ್ಯ. ಪೆನ್ಷನ್ ಯುಎಲ್‌ಐಪಿಗಳು ಮಾರುಕಟ್ಟೆಗೆ ಸಂಬಂಧಿಸಿದ ಲಾಭವನ್ನು ಒದಗಿಸುವ ಜೊತೆಗೆ ನಿವೃತ್ತಿ ಕಾರ್ಪಸ್ ನಿರ್ಮಾಣಕ್ಕೆ ಸಹಕಾರಿ. ಈ ಯೋಜನೆಗಳಲ್ಲಿ ಹೂಡಿಕೆಯ ಮೇಲೆ ಖಚಿತ ಲಾಭ ದೊರೆಯುತ್ತದೆ. ನಿವೃತ್ತಿ ಸಮಯದಲ್ಲಿ ಕಾರ್ಪಸ್‌ನ ಶೇ.60ರಷ್ಟನ್ನು ತೆರಿಗೆ ಮುಕ್ತವಾಗಿ ಹಿಂಪಡೆಯಬಹುದು ಮತ್ತು ಉಳಿದ ಶೇ.40ರಷ್ಟನ್ನು ವರ್ಷಾಶನ ಯೋಜನೆಯಲ್ಲಿ ಹೂಡಿಕೆ ಮಾಡಬೇಕಾಗುತ್ತದೆ. ನಿಯಮಿತ ಪಿಂಚಣಿ ಪಡೆಯಲು ಉತ್ತಮ ಆಯ್ಕೆ. ಇಂದಿನ ಆರ್ಥಿಕ ಅನಿಶ್ಚಿತತೆಯ ಜಗತ್ತಿನಲ್ಲಿ ಕೇವಲ ಸಾಂಪ್ರದಾಯಿಕ ನಿವೃತ್ತಿ ಉಳಿತಾಯದ ಮೇಲೆ ಅವಲಂಬಿತರಾಗುವುದು ಕಷ್ಟವಾದ ವಿಷಯ. ಆದ್ದರಿಂದ ಇಂದೇ ಸರಿಯಾದ ನಿವೃತ್ತಿ ಯೋಜನೆ ರೂಪಿಸಿಕೊಳ್ಳಿ. [48, 589, 386, 745]
grama-sabhe-photo [273, 186, 714, 429]
